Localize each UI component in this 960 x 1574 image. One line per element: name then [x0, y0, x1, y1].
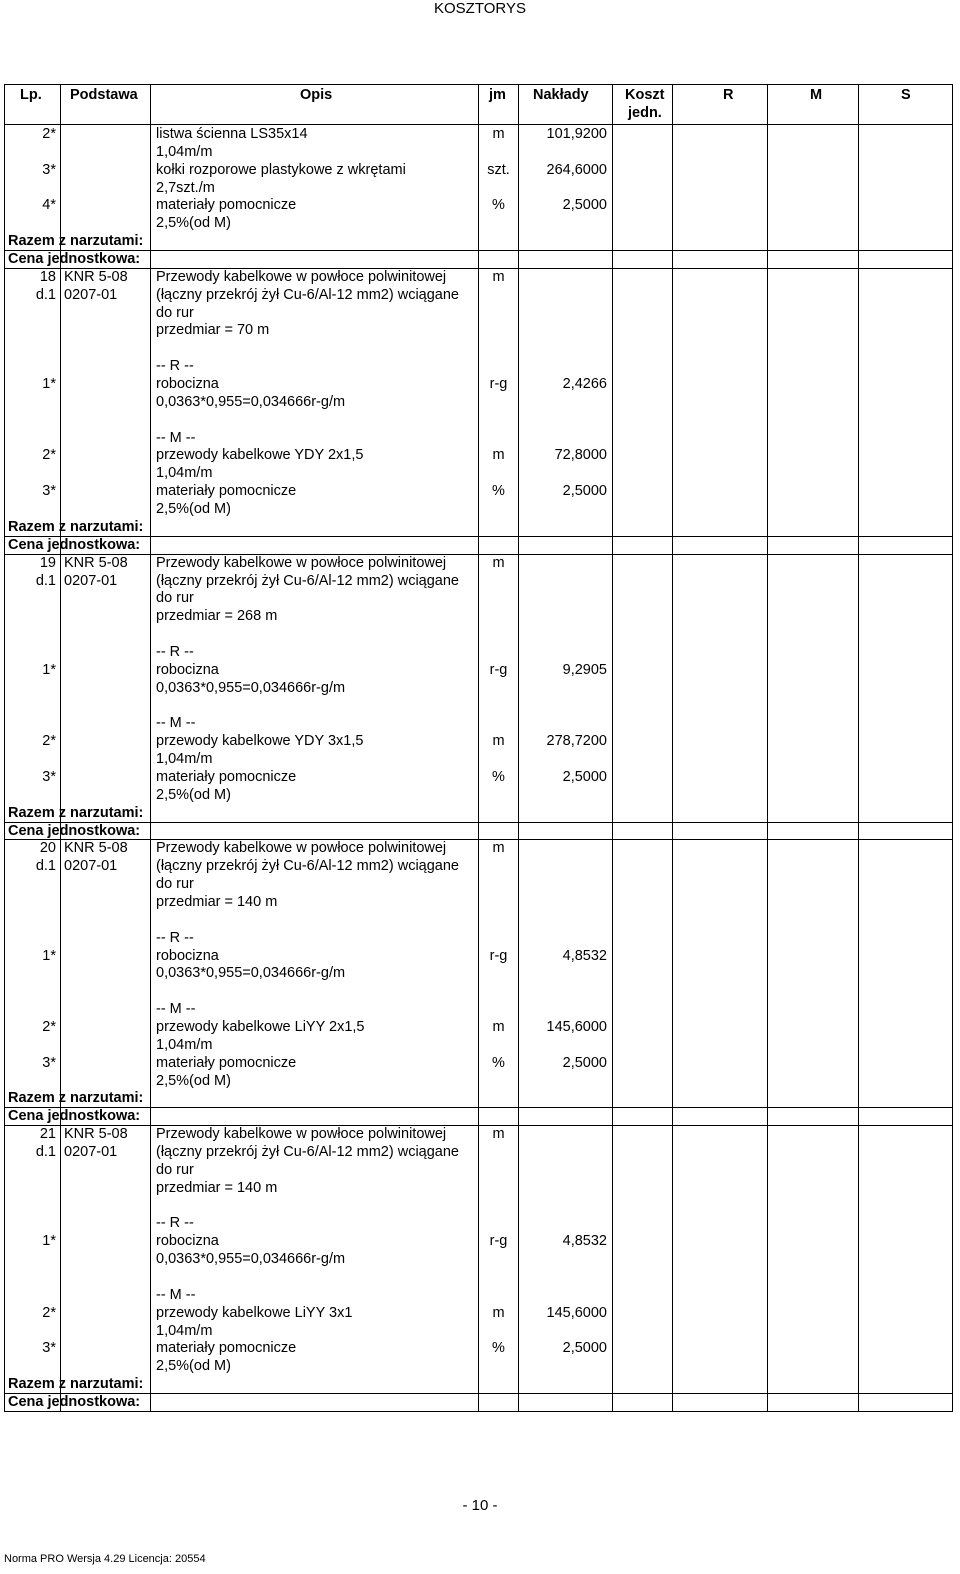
row-lp: d.1 — [35, 858, 56, 875]
row-divider — [4, 268, 952, 269]
summary-label: Razem z narzutami: — [8, 233, 144, 250]
row-opis: materiały pomocnicze — [156, 483, 297, 500]
row-opis: przewody kabelkowe LiYY 2x1,5 — [156, 1019, 365, 1035]
row-opis: 2,5%(od M) — [156, 1072, 231, 1089]
row-opis: (łączny przekrój żył Cu-6/Al-12 mm2) wciągane — [156, 858, 459, 875]
col-header-podstawa: Podstawa — [70, 87, 138, 103]
row-naklady: 2,4266 — [562, 376, 607, 393]
row-opis: przewody kabelkowe YDY 2x1,5 — [156, 447, 364, 464]
row-opis: 2,5%(od M) — [156, 501, 231, 518]
row-opis: -- M -- — [156, 1286, 196, 1303]
row-lp: 1* — [42, 947, 56, 964]
row-jm: m — [492, 1304, 505, 1321]
row-podstawa: KNR 5-08 — [64, 554, 128, 571]
row-opis: -- M -- — [156, 429, 196, 446]
row-podstawa: KNR 5-08 — [64, 1126, 128, 1143]
column-separator — [952, 84, 953, 1412]
row-jm: m — [492, 126, 505, 142]
row-opis: 0,0363*0,955=0,034666r-g/m — [156, 965, 346, 982]
page-number: - 10 - — [462, 1497, 498, 1514]
row-opis: (łączny przekrój żył Cu-6/Al-12 mm2) wciągane — [156, 286, 459, 303]
row-jm: r-g — [489, 661, 508, 678]
row-lp: 2* — [42, 126, 56, 142]
row-lp: 20 — [39, 840, 56, 857]
row-jm: szt. — [487, 161, 510, 178]
summary-label: Cena jednostkowa: — [8, 1394, 141, 1411]
row-opis: przedmiar = 70 m — [156, 322, 270, 339]
column-separator — [858, 84, 859, 1412]
row-podstawa: KNR 5-08 — [64, 840, 128, 857]
row-lp: 21 — [39, 1126, 56, 1143]
row-naklady: 72,8000 — [554, 447, 607, 464]
row-jm: % — [492, 483, 505, 500]
row-lp: 3* — [42, 1054, 56, 1071]
row-divider — [4, 536, 952, 537]
row-lp: d.1 — [35, 1144, 56, 1161]
row-naklady: 9,2905 — [562, 661, 607, 678]
row-lp: d.1 — [35, 286, 56, 303]
row-opis: Przewody kabelkowe w powłoce polwinitowej — [156, 268, 447, 285]
row-divider — [4, 554, 952, 555]
row-opis: przewody kabelkowe YDY 3x1,5 — [156, 733, 364, 750]
row-podstawa: 0207-01 — [64, 572, 118, 589]
row-naklady: 101,9200 — [546, 126, 607, 142]
row-divider — [4, 1125, 952, 1126]
row-naklady: 4,8532 — [562, 1233, 607, 1250]
row-opis: 1,04m/m — [156, 465, 213, 482]
row-opis: materiały pomocnicze — [156, 197, 297, 214]
row-opis: (łączny przekrój żył Cu-6/Al-12 mm2) wciągane — [156, 1144, 459, 1161]
row-naklady: 264,6000 — [546, 161, 607, 178]
row-podstawa: 0207-01 — [64, 858, 118, 875]
row-opis: 2,5%(od M) — [156, 786, 231, 803]
row-jm: m — [492, 840, 505, 857]
col-header-naklady: Nakłady — [533, 87, 589, 103]
row-lp: 1* — [42, 661, 56, 678]
row-podstawa: KNR 5-08 — [64, 268, 128, 285]
row-opis: 2,7szt./m — [156, 179, 215, 196]
row-lp: d.1 — [35, 572, 56, 589]
row-naklady: 278,7200 — [546, 733, 607, 750]
row-lp: 3* — [42, 161, 56, 178]
row-opis: kołki rozporowe plastykowe z wkrętami — [156, 161, 406, 178]
column-separator — [767, 84, 768, 1412]
col-header-jm: jm — [489, 87, 506, 103]
row-opis: robocizna — [156, 661, 219, 678]
summary-label: Cena jednostkowa: — [8, 251, 141, 268]
row-opis: listwa ścienna LS35x14 — [156, 126, 308, 142]
row-jm: m — [492, 554, 505, 571]
row-jm: m — [492, 1019, 505, 1035]
row-opis: robocizna — [156, 1233, 219, 1250]
column-separator — [612, 84, 613, 1412]
row-opis: 1,04m/m — [156, 1322, 213, 1339]
row-jm: r-g — [489, 1233, 508, 1250]
row-opis: -- M -- — [156, 1001, 196, 1018]
row-naklady: 2,5000 — [562, 1054, 607, 1071]
row-lp: 3* — [42, 768, 56, 785]
col-header-r: R — [723, 87, 734, 103]
row-opis: Przewody kabelkowe w powłoce polwinitowej — [156, 554, 447, 571]
row-lp: 4* — [42, 197, 56, 214]
row-jm: % — [492, 197, 505, 214]
col-header-koszt-jedn: jedn. — [628, 105, 662, 121]
row-jm: % — [492, 1340, 505, 1357]
row-opis: przewody kabelkowe LiYY 3x1 — [156, 1304, 353, 1321]
row-jm: m — [492, 268, 505, 285]
row-opis: robocizna — [156, 947, 219, 964]
row-lp: 2* — [42, 733, 56, 750]
row-opis: -- R -- — [156, 643, 194, 660]
row-opis: do rur — [156, 590, 194, 607]
summary-label: Cena jednostkowa: — [8, 1108, 141, 1125]
col-header-m: M — [810, 87, 823, 103]
row-divider — [4, 1393, 952, 1394]
row-opis: 0,0363*0,955=0,034666r-g/m — [156, 393, 346, 410]
row-opis: do rur — [156, 1161, 194, 1178]
row-opis: przedmiar = 140 m — [156, 893, 278, 910]
row-opis: -- M -- — [156, 715, 196, 732]
row-lp: 2* — [42, 1019, 56, 1035]
col-header-lp: Lp. — [20, 87, 42, 103]
row-podstawa: 0207-01 — [64, 286, 118, 303]
column-separator — [4, 84, 5, 1412]
row-opis: Przewody kabelkowe w powłoce polwinitowej — [156, 840, 447, 857]
row-divider — [4, 1107, 952, 1108]
row-jm: % — [492, 768, 505, 785]
row-opis: -- R -- — [156, 929, 194, 946]
document-title: KOSZTORYS — [434, 0, 526, 17]
row-lp: 2* — [42, 447, 56, 464]
row-podstawa: 0207-01 — [64, 1144, 118, 1161]
row-naklady: 2,5000 — [562, 1340, 607, 1357]
row-opis: -- R -- — [156, 358, 194, 375]
row-lp: 3* — [42, 483, 56, 500]
column-separator — [150, 84, 151, 1412]
col-header-koszt: Koszt — [625, 87, 665, 103]
row-lp: 3* — [42, 1340, 56, 1357]
summary-label: Razem z narzutami: — [8, 1090, 144, 1107]
summary-label: Razem z narzutami: — [8, 1376, 144, 1393]
row-opis: materiały pomocnicze — [156, 1340, 297, 1357]
row-naklady: 145,6000 — [546, 1304, 607, 1321]
row-opis: przedmiar = 268 m — [156, 608, 278, 625]
column-separator — [60, 84, 61, 1412]
software-footer: Norma PRO Wersja 4.29 Licencja: 20554 — [4, 1553, 206, 1565]
row-opis: -- R -- — [156, 1215, 194, 1232]
summary-label: Cena jednostkowa: — [8, 536, 141, 553]
row-opis: przedmiar = 140 m — [156, 1179, 278, 1196]
row-opis: materiały pomocnicze — [156, 1054, 297, 1071]
row-lp: 1* — [42, 376, 56, 393]
row-naklady: 2,5000 — [562, 197, 607, 214]
row-naklady: 2,5000 — [562, 483, 607, 500]
row-opis: 1,04m/m — [156, 751, 213, 768]
row-opis: do rur — [156, 304, 194, 321]
row-lp: 19 — [39, 554, 56, 571]
row-jm: m — [492, 733, 505, 750]
row-jm: r-g — [489, 376, 508, 393]
row-divider — [4, 839, 952, 840]
row-naklady: 145,6000 — [546, 1019, 607, 1035]
row-opis: 1,04m/m — [156, 1036, 213, 1053]
row-opis: robocizna — [156, 376, 219, 393]
row-divider — [4, 822, 952, 823]
row-jm: m — [492, 447, 505, 464]
row-opis: materiały pomocnicze — [156, 768, 297, 785]
col-header-opis: Opis — [300, 87, 333, 103]
row-lp: 18 — [39, 268, 56, 285]
row-lp: 1* — [42, 1233, 56, 1250]
row-opis: 2,5%(od M) — [156, 215, 231, 232]
row-naklady: 2,5000 — [562, 768, 607, 785]
row-opis: 0,0363*0,955=0,034666r-g/m — [156, 1251, 346, 1268]
summary-label: Razem z narzutami: — [8, 804, 144, 821]
row-opis: (łączny przekrój żył Cu-6/Al-12 mm2) wciągane — [156, 572, 459, 589]
row-divider — [4, 1411, 952, 1412]
row-opis: 0,0363*0,955=0,034666r-g/m — [156, 679, 346, 696]
row-naklady: 4,8532 — [562, 947, 607, 964]
col-header-s: S — [901, 87, 911, 103]
row-opis: do rur — [156, 876, 194, 893]
summary-label: Razem z narzutami: — [8, 518, 144, 535]
row-opis: 2,5%(od M) — [156, 1358, 231, 1375]
summary-label: Cena jednostkowa: — [8, 822, 141, 839]
column-separator — [672, 84, 673, 1412]
row-jm: r-g — [489, 947, 508, 964]
row-divider — [4, 250, 952, 251]
row-lp: 2* — [42, 1304, 56, 1321]
row-opis: Przewody kabelkowe w powłoce polwinitowej — [156, 1126, 447, 1143]
row-opis: 1,04m/m — [156, 143, 213, 160]
row-jm: % — [492, 1054, 505, 1071]
row-jm: m — [492, 1126, 505, 1143]
